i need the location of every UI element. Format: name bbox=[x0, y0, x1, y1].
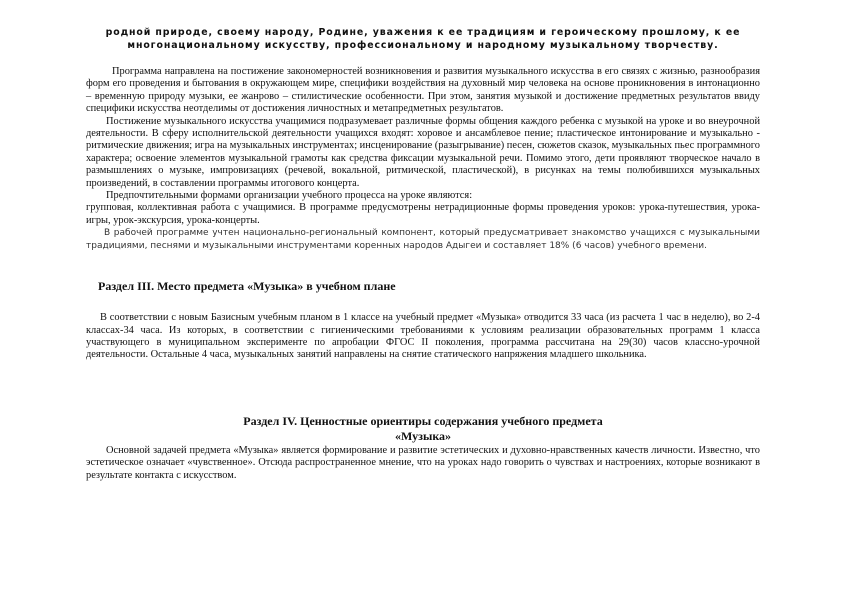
paragraph-performance-forms: Постижение музыкального искусства учащимися подразумевает различные формы общения каждого ребенка с музыкой на уроке и во внеурочной деятельности. В сферу исполнительской деятельности учащихся входят: хоровое и ансамблевое пение; пластическое интонирование и музыкально - ритмические движения; игра на музыкальных инструментах; инсценирование (разыгрывание) песен, сюжетов сказок, музыкальных пьес программного характера; освоение элементов музыкальной грамоты как средства фиксации музыкальной речи. Помимо этого, дети проявляют творческое начало в размышлениях о музыке, импровизациях (речевой, вокальной, ритмической, пластической), в рисунках на темы полюбившихся музыкальных произведений, в составлении программы итогового концерта. bbox=[86, 115, 760, 189]
paragraph-regional-component: В рабочей программе учтен национально-региональный компонент, который предусматривает знакомство учащихся с музыкальными традициями, песнями и музыкальными инструментами коренных народов Адыгеи и составляет 18% (6 часов) учебного времени. bbox=[86, 228, 760, 251]
section4-heading-line2: «Музыка» bbox=[394, 428, 452, 443]
paragraph-main-task: Основной задачей предмета «Музыка» является формирование и развитие эстетических и духовно-нравственных качеств личности. Известно, что эстетическое означает «чувственное». Отсюда распространенное мнение, что на уроках надо говорить о чувствах и настроениях, которые возникают в результате контакта с искусством. bbox=[86, 444, 760, 481]
paragraph-preferred-forms: Предпочтительными формами организации учебного процесса на уроке являются: bbox=[106, 190, 473, 202]
paragraph-lesson-types: групповая, коллективная работа с учащимися. В программе предусмотрены нетрадиционные формы проведения уроков: урока-путешествия, урока-игры, урок-экскурсия, урока-концерты. bbox=[86, 202, 760, 226]
paragraph-program-aim: Программа направлена на постижение закономерностей возникновения и развития музыкального искусства в его связях с жизнью, разнообразия форм его проведения и бытования в окружающем мире, специфики воздействия на духовный мир человека на основе проникновения в интонационно – временную природу музыки, ее жанрово – стилистические особенности. При этом, занятия музыкой и достижение предметных результатов ввиду специфики искусства неотделимы от достижения личностных и метапредметных результатов. bbox=[86, 66, 760, 115]
section3-heading: Раздел III. Место предмета «Музыка» в учебном плане bbox=[98, 279, 396, 294]
paragraph-hours-allocation: В соответствии с новым Базисным учебным планом в 1 классе на учебный предмет «Музыка» отводится 33 часа (из расчета 1 час в неделю), во 2-4 классах-34 часа. Из которых, в соответствии с гигиеническими требованиями к условиям реализации образовательных программ 1 класса участвующего в муниципальном эксперименте по апробации ФГОС II поколения, программа рассчитана на 29(30) часов классно-урочной деятельности. Остальные 4 часа, музыкальных занятий направлены на снятие статического напряжения младшего школьника. bbox=[86, 312, 760, 361]
document-page bbox=[86, 26, 760, 482]
section4-heading-line1: Раздел IV. Ценностные ориентиры содержания учебного предмета bbox=[243, 413, 603, 428]
intro-text: родной природе, своему народу, Родине, уважения к ее традициям и героическому прошлому, к ее многонациональному искусству, профессиональному и народному музыкальному творчеству. bbox=[105, 27, 741, 51]
